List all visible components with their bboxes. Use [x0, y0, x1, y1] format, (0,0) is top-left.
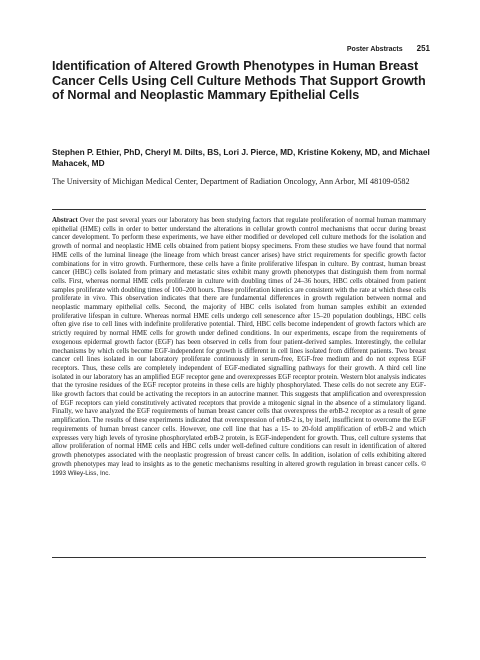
- author-list: Stephen P. Ethier, PhD, Cheryl M. Dilts, BS, Lori J. Pierce, MD, Kristine Kokeny, MD, and Michael Mahacek, MD: [52, 147, 430, 168]
- running-head-section: Poster Abstracts: [346, 46, 403, 53]
- abstract-lead: Abstract: [52, 216, 78, 224]
- copyright-notice: © 1993 Wiley-Liss, Inc.: [52, 460, 426, 478]
- running-head: [347, 44, 430, 53]
- article-title: Identification of Altered Growth Phenotypes in Human Breast Cancer Cells Using Cell Culture Methods That Support Growth of Normal and Neoplastic Mammary Epithelial Cells: [52, 59, 426, 103]
- abstract-body: Over the past several years our laboratory has been studying factors that regulate proliferation of normal human mammary epithelial (HME) cells in order to better understand the alterations in cellular growth control mechanisms that occur during breast cancer development. To perform these experiments, we have either modified or developed cell culture methods for the isolation and growth of normal and neoplastic HME cells obtained from patient biopsy specimens. From these studies we have found that normal HME cells of the luminal lineage (the lineage from which breast cancer arises) have strict requirements for specific growth factor combinations for in vitro growth. Furthermore, these cells have a finite proliferative lifespan in culture. By contrast, human breast cancer (HBC) cells isolated from primary and metastatic sites exhibit many growth phenotypes that distinguish them from normal cells. First, whereas normal HME cells proliferate in culture with doubling times of 24–36 hours, HBC cells obtained from patient samples proliferate with doubling times of 100–200 hours. These proliferation kinetics are consistent with the rate at which these cells proliferate in vivo. This observation indicates that there are fundamental differences in growth regulation between normal and neoplastic mammary epithelial cells. Second, the majority of HBC cells isolated from human samples exhibit an extended proliferative lifespan in culture. Whereas normal HME cells undergo cell senescence after 15–20 population doublings, HBC cells often give rise to cell lines with indefinite proliferative potential. Third, HBC cells become independent of growth factors which are strictly required by normal HME cells for growth under defined conditions. In our experiments, escape from the requirements of exogenous epidermal growth factor (EGF) has been observed in cells from four patient-derived samples. Interestingly, the cellular mechanisms by which cells become EGF-independent for growth is different in cell lines isolated from different patients. Two breast cancer cell lines isolated in our laboratory proliferate continuously in serum-free, EGF-free medium and do not express EGF receptors. Thus, these cells are completely independent of EGF-mediated signalling pathways for their growth. A third cell line isolated in our laboratory has an amplified EGF receptor gene and overexpresses EGF receptor protein. Western blot analysis indicates that the tyrosine residues of the EGF receptor proteins in these cells are highly phosphorylated. These cells do not secrete any EGF-like growth factors that could be activating the receptors in an autocrine manner. This suggests that amplification and overexpression of EGF receptors can yield constitutively activated receptors that provide a mitogenic signal in the absence of a stimulatory ligand. Finally, we have analyzed the EGF requirements of human breast cancer cells that overexpress the erbB-2 receptor as a result of gene amplification. The results of these experiments indicated that overexpression of erbB-2 is, by itself, insufficient to overcome the EGF requirements of human breast cancer cells. However, one cell line that has a 15- to 20-fold amplification of erbB-2 and which expresses very high levels of tyrosine phosphorylated erbB-2 protein, is EGF-independent for growth. Thus, cell culture systems that allow proliferation of normal HME cells and HBC cells under well-defined culture conditions can result in identification of altered growth phenotypes associated with the neoplastic progression of breast cancer cells. In addition, isolation of cells exhibiting altered growth phenotypes may lead to insights as to the genetic mechanisms resulting in altered growth regulation in breast cancer cells.: [52, 216, 426, 468]
- affiliation: The University of Michigan Medical Center, Department of Radiation Oncology, Ann Arbor, MI 48109-0582: [52, 177, 410, 186]
- bottom-rule: [52, 557, 426, 558]
- top-rule: [52, 209, 426, 210]
- abstract-paragraph: [52, 216, 426, 479]
- page-number: 251: [416, 44, 430, 53]
